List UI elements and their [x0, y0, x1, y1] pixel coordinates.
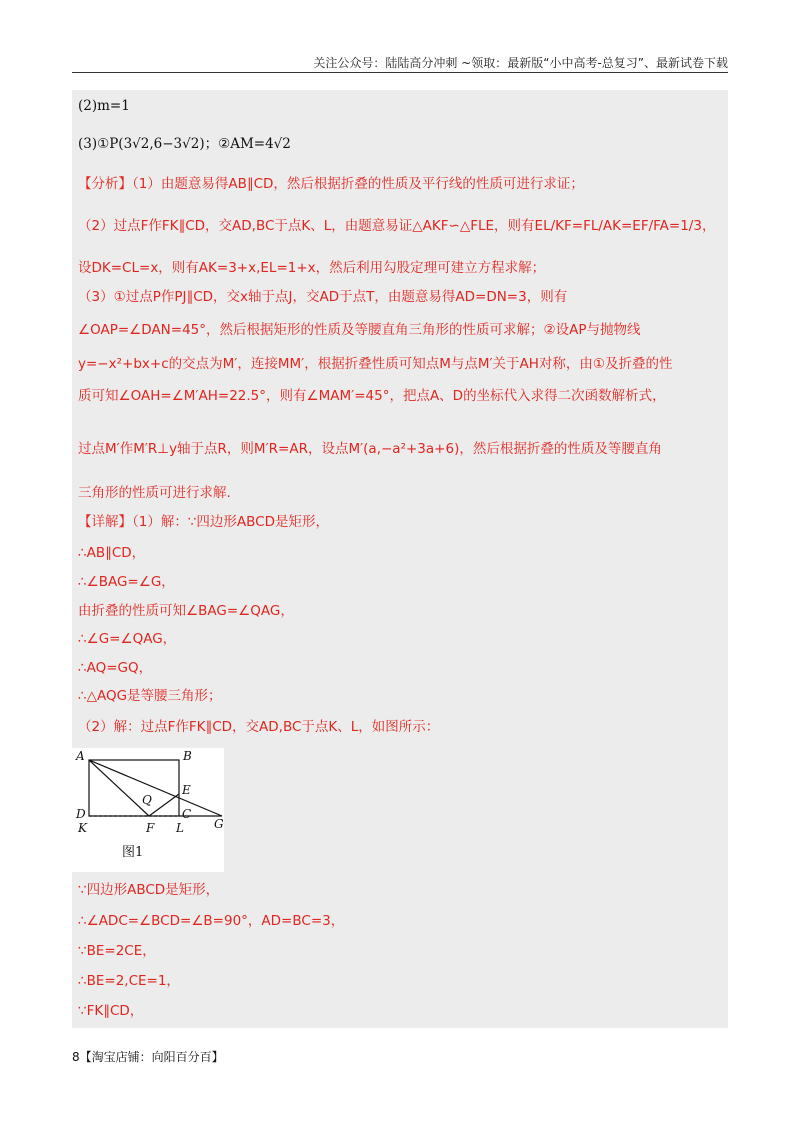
label-l: L — [176, 821, 184, 835]
analysis-line-2: （2）过点F作FK∥CD，交AD,BC于点K、L，由题意易证△AKF∽△FLE，则有EL/KF=FL/AK=EF/FA=1/3， — [78, 218, 716, 234]
detail-line-9: ∵四边形ABCD是矩形， — [78, 882, 220, 898]
detail-line-5: ∴∠G=∠QAG， — [78, 631, 177, 647]
label-k: K — [78, 821, 87, 835]
analysis-line-5: ∠OAP=∠DAN=45°，然后根据矩形的性质及等腰直角三角形的性质可求解；②设AP与抛物线 — [78, 322, 641, 338]
figure-1 — [72, 748, 224, 872]
label-c: C — [182, 807, 192, 821]
analysis-line-6: y=−x²+bx+c的交点为M′，连接MM′，根据折叠性质可知点M与点M′关于AH对称，由①及折叠的性 — [78, 356, 673, 372]
figure-caption: 图1 — [122, 845, 144, 860]
label-g: G — [214, 817, 224, 831]
label-b: B — [183, 749, 192, 763]
detail-line-4: 由折叠的性质可知∠BAG=∠QAG， — [78, 603, 294, 619]
analysis-line-4: （3）①过点P作PJ∥CD，交x轴于点J，交AD于点T，由题意易得AD=DN=3，则有 — [78, 289, 568, 305]
rectangle-abcd — [89, 760, 179, 816]
label-e: E — [182, 783, 191, 797]
segment-af — [89, 760, 149, 816]
detail-line-7: ∴△AQG是等腰三角形； — [78, 688, 222, 704]
detail-line-10: ∴∠ADC=∠BCD=∠B=90°，AD=BC=3， — [78, 913, 345, 929]
detail-line-1: 【详解】（1）解：∵四边形ABCD是矩形， — [78, 514, 330, 530]
answer-2: (2)m=1 — [78, 98, 130, 114]
analysis-line-7: 质可知∠OAH=∠M′AH=22.5°，则有∠MAM′=45°，把点A、D的坐标代入求得二次函数解析式， — [78, 388, 666, 404]
label-q: Q — [142, 793, 152, 807]
rectangle-fold-diagram — [72, 748, 224, 872]
analysis-line-1: 【分析】（1）由题意易得AB∥CD，然后根据折叠的性质及平行线的性质可进行求证； — [78, 176, 584, 192]
detail-line-13: ∵FK∥CD， — [78, 1003, 144, 1019]
label-d: D — [76, 807, 86, 821]
segment-fe — [149, 794, 179, 816]
header-text: 关注公众号：陆陆高分冲刺 ~领取：最新版“小中高考-总复习”、最新试卷下载 — [313, 56, 728, 70]
analysis-line-8: 过点M′作M′R⊥y轴于点R，则M′R=AR，设点M′(a,−a²+3a+6)，然后根据折叠的性质及等腰直角 — [78, 441, 662, 457]
label-f: F — [146, 821, 155, 835]
header-divider — [72, 72, 728, 73]
detail-line-6: ∴AQ=GQ， — [78, 660, 153, 676]
detail-line-3: ∴∠BAG=∠G， — [78, 574, 175, 590]
answer-3: (3)①P(3√2,6−3√2)；②AM=4√2 — [78, 136, 291, 152]
analysis-line-9: 三角形的性质可进行求解. — [78, 485, 231, 501]
analysis-line-3: 设DK=CL=x，则有AK=3+x,EL=1+x，然后利用勾股定理可建立方程求解； — [78, 260, 546, 276]
detail-line-12: ∴BE=2,CE=1， — [78, 973, 180, 989]
detail-line-2: ∴AB∥CD， — [78, 545, 146, 561]
footer-text: 8【淘宝店铺：向阳百分百】 — [72, 1050, 224, 1064]
solution-panel — [72, 90, 728, 1028]
label-a: A — [76, 749, 85, 763]
detail-line-11: ∵BE=2CE， — [78, 943, 156, 959]
segment-ag — [89, 760, 222, 816]
detail-line-8: （2）解：过点F作FK∥CD，交AD,BC于点K、L，如图所示： — [78, 719, 440, 735]
